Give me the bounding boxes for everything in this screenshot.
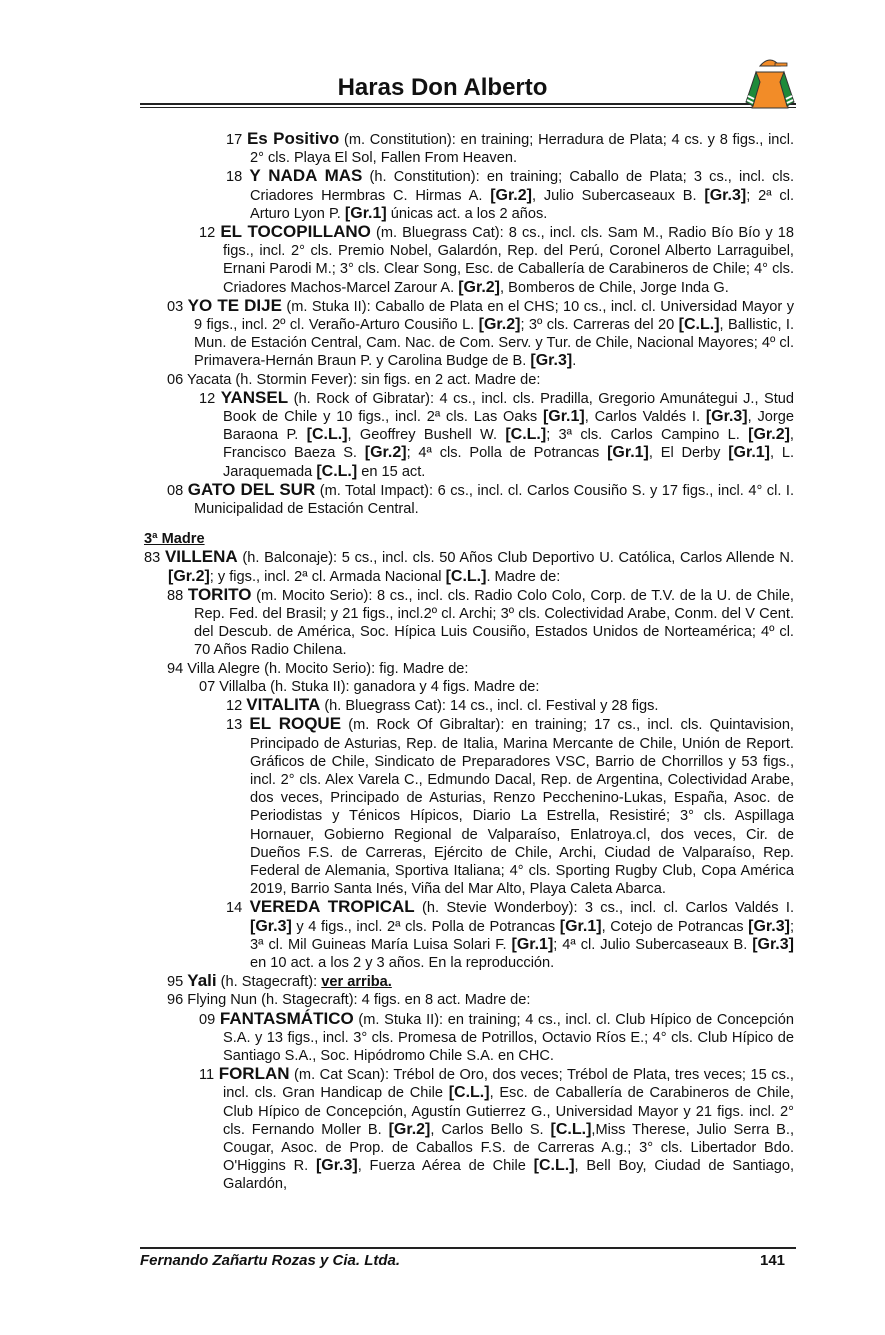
section-heading <box>144 530 794 548</box>
entry-text: , tres veces; 15 cs., incl. cls. Gran Handicap de Chile <box>223 1067 794 1102</box>
entry-text: ; 3ª cls. Carlos Campino L. <box>546 427 749 444</box>
race-grade: [Gr.3] <box>748 917 790 935</box>
header-rule <box>140 103 796 105</box>
entry-text: ; 4 cs. y 8 figs., incl. 2° cls. Playa El Sol, Fallen From Heaven. <box>250 132 795 167</box>
entry-text: 06 Yacata (h. Stormin Fever): sin figs. en 2 act. Madre de: <box>167 371 541 388</box>
entry-text: 83 <box>144 550 165 567</box>
horse-name: FANTASMÁTICO <box>219 1008 354 1028</box>
entry-text: (m. Rock Of Gibraltar): <box>341 717 512 734</box>
horse-name: YANSEL <box>220 387 289 407</box>
horse-name: EL ROQUE <box>249 714 342 734</box>
pedigree-entry <box>144 660 794 678</box>
footer-rule <box>140 1247 796 1249</box>
entry-text: ; y figs., incl. 2ª cl. Armada Nacional <box>209 568 446 585</box>
entry-text: , Julio Subercaseaux B. <box>531 187 705 204</box>
pedigree-text <box>144 130 794 1194</box>
page-number: 141 <box>760 1252 786 1269</box>
entry-text: (h. Rock of Gibratar): 4 cs., incl. cls. Pradilla, Gregorio Amunátegui J., Stud Book de Chile y 10 figs., incl. 2ª cls. Las Oaks <box>223 390 795 426</box>
entry-text: 14 <box>226 900 250 917</box>
pedigree-entry <box>144 389 794 481</box>
entry-text: 88 <box>167 587 188 604</box>
entry-text: en training <box>486 169 559 186</box>
entry-text: (m. Bluegrass Cat): 8 cs., incl. cls. Sam M., Radio Bío Bío y 18 figs., incl. 2° cls. Premio Nobel, Galardón, Rep. del Perú, Coronel Alberto Larraguibel, Ernani Parodi M.; 3° cls. Clear Song, Esc. de Caballería de Carabineros de Chile; 4° cls. Criadores Machos-Marcel Zarour A. <box>223 225 794 296</box>
race-grade: [Gr.1] <box>542 408 585 426</box>
entry-text: , Cotejo de Potrancas <box>601 918 749 935</box>
entry-text: , Francisco Baeza S. <box>223 427 794 462</box>
race-grade: [C.L.] <box>550 1120 592 1138</box>
pedigree-entry <box>144 130 794 167</box>
entry-text: ,Miss Therese, Julio Serra B., Cougar, Asoc. de Prop. de Caballos F.S. de Carreras A.g.; 3° cls. Libertador Bdo. O'Higgins R. <box>223 1121 795 1175</box>
race-grade: [Gr.1] <box>344 204 387 222</box>
pedigree-entry <box>144 548 794 585</box>
entry-text: , Jorge Baraona P. <box>223 409 795 444</box>
entry-text: Trébol de Plata <box>566 1067 667 1084</box>
entry-text[interactable]: ver arriba. <box>321 974 392 991</box>
horse-name: EL TOCOPILLANO <box>220 222 371 242</box>
entry-text: 09 <box>199 1011 220 1028</box>
entry-text: Caballo de Plata en el CHS <box>375 298 555 315</box>
pedigree-entry <box>144 898 794 972</box>
entry-text: 96 Flying Nun (h. Stagecraft): 4 figs. en 8 act. Madre de: <box>167 992 531 1009</box>
entry-text: ; 10 cs., incl. cl. Universidad Mayor y 9 figs., incl. 2º cl. Veraño-Arturo Cousiño L. <box>194 298 794 334</box>
horse-name: VITALITA <box>246 695 321 715</box>
race-grade: [C.L.] <box>678 316 720 334</box>
entry-text: (m. Total Impact): 6 cs., incl. cl. Carlos Cousiño S. y 17 figs., incl. 4° cl. I. Municipalidad de Estación Central. <box>194 482 794 518</box>
pedigree-entry <box>144 991 794 1009</box>
race-grade: [Gr.1] <box>607 444 649 462</box>
entry-text: (h. Bluegrass Cat): 14 cs., incl. cl. Festival y 28 figs. <box>320 698 659 715</box>
race-grade: [Gr.1] <box>559 917 602 935</box>
race-grade: [C.L.] <box>445 567 487 585</box>
pedigree-entry <box>144 371 794 389</box>
jockey-silks-icon <box>742 52 798 110</box>
horse-name: GATO DEL SUR <box>187 479 316 499</box>
entry-text: , Fuerza Aérea de Chile <box>357 1158 534 1175</box>
entry-text: en 15 act. <box>357 463 426 480</box>
pedigree-entry <box>144 586 794 660</box>
pedigree-entry <box>144 678 794 696</box>
entry-text: en training <box>447 1011 517 1028</box>
entry-text: Herradura de Plata <box>538 132 663 148</box>
entry-text: 12 <box>226 698 247 715</box>
entry-text: en 10 act. a los 2 y 3 años. En la reproducción. <box>250 954 555 971</box>
horse-name: FORLAN <box>218 1064 290 1084</box>
race-grade: [Gr.1] <box>511 935 554 953</box>
race-grade: [Gr.1] <box>728 444 770 462</box>
entry-text: , dos veces; <box>483 1067 567 1084</box>
entry-text: en training <box>511 717 583 734</box>
race-grade: [Gr.2] <box>168 567 210 585</box>
entry-text: 11 <box>199 1067 219 1084</box>
horse-name: Es Positivo <box>246 129 340 148</box>
race-grade: [C.L.] <box>533 1157 575 1175</box>
entry-text: 03 <box>167 298 188 315</box>
race-grade: [Gr.3] <box>704 186 747 204</box>
entry-text: ; 3ª cl. Mil Guineas María Luisa Solari F. <box>250 918 794 953</box>
entry-text: 18 <box>226 169 250 186</box>
entry-text: 07 Villalba (h. Stuka II): ganadora y 4 figs. Madre de: <box>199 678 540 695</box>
entry-text: (h. Balconaje): 5 cs., incl. cls. 50 Años Club Deportivo U. Católica, Carlos Allende N. <box>237 550 794 567</box>
race-grade: [Gr.2] <box>478 316 521 334</box>
entry-text: 17 <box>226 132 247 148</box>
entry-text: ; 2ª cl. Arturo Lyon P. <box>250 187 794 222</box>
race-grade: [C.L.] <box>306 426 348 444</box>
entry-text: (h. Stagecraft): <box>216 974 322 991</box>
entry-text: ; 4ª cls. Polla de Potrancas <box>406 445 608 462</box>
entry-text: en training <box>460 132 530 148</box>
race-grade: [Gr.3] <box>705 408 748 426</box>
entry-text: ; 3º cls. Carreras del 20 <box>520 317 679 334</box>
race-grade: [C.L.] <box>505 426 547 444</box>
entry-text: 94 Villa Alegre (h. Mocito Serio): fig. Madre de: <box>167 660 469 677</box>
entry-text: (h. Stevie Wonderboy): 3 cs., incl. cl. Carlos Valdés I. <box>414 900 794 917</box>
race-grade: [Gr.2] <box>748 426 790 444</box>
horse-name: VILLENA <box>164 547 238 567</box>
race-grade: [Gr.3] <box>530 352 573 370</box>
race-grade: [C.L.] <box>316 462 358 480</box>
pedigree-entry <box>144 696 794 715</box>
horse-name: Y NADA MAS <box>249 166 363 186</box>
entry-text: , Ballistic, I. Mun. de Estación Central, Cam. Nac. de Com. Serv. y Tur. de Chile, Nacional Mayores; 4º cl. Primavera-Hernán Braun P. y Carolina Budge de B. <box>194 317 795 370</box>
entry-text: 08 <box>167 482 188 499</box>
race-grade: [Gr.2] <box>458 278 500 296</box>
entry-text: , El Derby <box>648 445 729 462</box>
race-grade: [Gr.2] <box>364 444 407 462</box>
entry-text: únicas act. a los 2 años. <box>386 205 548 222</box>
pedigree-entry <box>144 223 794 297</box>
horse-name: VEREDA TROPICAL <box>249 897 415 917</box>
entry-text: ; 4ª cl. Julio Subercaseaux B. <box>553 936 753 953</box>
race-grade: [Gr.2] <box>490 186 532 204</box>
race-grade: [Gr.3] <box>250 917 292 935</box>
entry-text: (h. Constitution): <box>362 169 487 186</box>
entry-text: ; 3 cs., incl. cls. Criadores Hermbras C. Hirmas A. <box>250 169 795 204</box>
entry-text: 95 <box>167 974 188 991</box>
pedigree-entry <box>144 972 794 991</box>
entry-text: , Geoffrey Bushell W. <box>347 427 506 444</box>
entry-text: (m. Stuka II): <box>281 298 376 315</box>
entry-text: (m. Mocito Serio): 8 cs., incl. cls. Radio Colo Colo, Corp. de T.V. de la U. de Chile, Rep. Fed. del Brasil; y 21 figs., incl.2º cl. Archi; 3º cls. Colectividad Arabe, Conm. del V Cent. del Descub. de América, Soc. Hípica Luis Cousiño, Estados Unidos de Norteamérica; 4º cl. 70 Años Radio Chilena. <box>194 587 794 659</box>
entry-text: 12 <box>199 390 221 407</box>
entry-text: y 4 figs., incl. 2ª cls. Polla de Potrancas <box>291 918 560 935</box>
race-grade: [Gr.3] <box>752 935 794 953</box>
entry-text: , Bomberos de Chile, Jorge Inda G. <box>500 279 729 296</box>
entry-text: , Esc. de Caballería de Carabineros de Chile, Club Hípico de Concepción, Agustín Gutierrez G., Universidad Mayor y 21 figs. incl. 2° cls. Fernando Moller B. <box>223 1085 794 1138</box>
entry-text: , Carlos Valdés I. <box>584 409 706 426</box>
pedigree-entry <box>144 167 794 223</box>
entry-text: ; <box>558 169 570 186</box>
pedigree-entry <box>144 1065 794 1193</box>
race-grade: [Gr.2] <box>388 1120 431 1138</box>
race-grade: [C.L.] <box>448 1084 490 1102</box>
footer-company: Fernando Zañartu Rozas y Cia. Ltda. <box>140 1252 401 1269</box>
race-grade: [Gr.3] <box>315 1157 358 1175</box>
entry-text: (m. Constitution): <box>339 132 461 148</box>
entry-text: (m. Stuka II): <box>353 1011 448 1028</box>
entry-text: Trébol de Oro <box>393 1067 484 1084</box>
entry-text: 13 <box>226 717 250 734</box>
entry-text: , Bell Boy, Ciudad de Santiago, Galardón, <box>223 1158 795 1193</box>
entry-text: , L. Jaraquemada <box>223 445 795 480</box>
pedigree-entry <box>144 1010 794 1066</box>
horse-name: YO TE DIJE <box>187 295 282 315</box>
horse-name: TORITO <box>187 584 252 604</box>
pedigree-entry <box>144 481 794 518</box>
entry-text: ; 4 cs., incl. cl. Club Hípico de Concepción S.A. y 13 figs., incl. 3° cls. Promesa de Potrillos, Octavio Ríos E.; 4° cls. Club Hípico de Santiago S.A., Soc. Hipódromo Chile S.A. en CHC. <box>223 1011 794 1064</box>
horse-name: Yali <box>187 971 217 991</box>
entry-text: , Carlos Bello S. <box>430 1121 551 1138</box>
entry-text: Caballo de Plata <box>569 169 683 186</box>
entry-text: 3ª Madre <box>144 531 205 548</box>
entry-text: . <box>572 353 577 370</box>
page-title: Haras Don Alberto <box>337 74 548 101</box>
header-rule-thin <box>140 107 796 108</box>
pedigree-entry <box>144 715 794 898</box>
pedigree-entry <box>144 297 794 371</box>
entry-text: 12 <box>199 225 221 242</box>
entry-text: (m. Cat Scan): <box>289 1067 394 1084</box>
entry-text: ; <box>529 132 539 148</box>
entry-text: ; 17 cs., incl. cls. Quintavision, Principado de Asturias, Rep. de Italia, Marina Mercante de Chile, Unión de Report. Gráficos de Chile, Sindicato de Preparadores VSC, Barrio de Chorrillos y 53 figs., incl. 2° cls. Alex Varela C., Edmundo Dacal, Rep. de Argentina, Colectividad Arabe, dos veces, Principado de Asturias, Renzo Pecchenino-Lukas, España, Asoc. de Periodistas y Ténicos Hípicos, Diario La Estrella, Resistiré; 3° cls. Aspillaga Hornauer, Gobierno Regional de Valparaíso, Enlatroya.cl, dos veces, Cir. de Dueños F.S. de Carreras, Ejército de Chile, Archi, Ciudad de Valparaíso, Rep. Federal de Alemania, Sportiva Italiana; 4° cls. Sporting Rugby Club, Copa América 2019, Barrio Santa Inés, Viña del Mar Alto, Playa Caleta Abarca. <box>250 717 794 898</box>
entry-text: . Madre de: <box>486 568 561 585</box>
